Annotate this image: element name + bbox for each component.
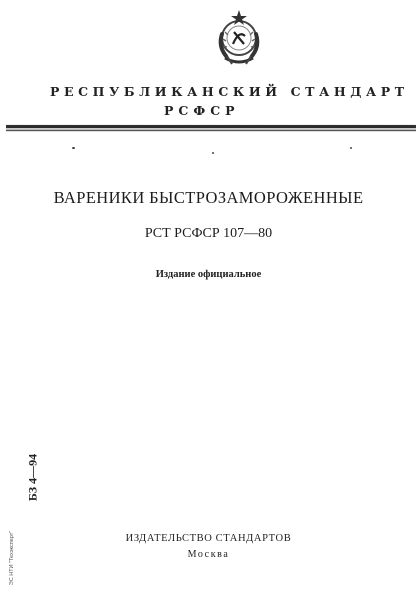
rsfsr-coat-of-arms-icon — [213, 6, 265, 72]
standard-code: РСТ РСФСР 107—80 — [144, 226, 273, 241]
print-speck — [212, 152, 214, 154]
print-speck — [72, 147, 75, 149]
republic-standard-label: РЕСПУБЛИКАНСКИЙ СТАНДАРТ — [50, 84, 409, 99]
print-speck — [350, 147, 352, 149]
document-title: ВАРЕНИКИ БЫСТРОЗАМОРОЖЕННЫЕ — [53, 188, 364, 207]
republic-name-label: РСФСР — [164, 103, 240, 118]
edition-label: Издание официальное — [155, 269, 262, 280]
publisher-city: Москва — [187, 549, 230, 560]
source-watermark: ЭС НТИ "Техэксперт" — [9, 530, 15, 586]
publisher-name: ИЗДАТЕЛЬСТВО СТАНДАРТОВ — [125, 533, 292, 544]
catalog-code: БЗ 4—94 — [25, 453, 40, 502]
decorative-rule — [6, 124, 416, 134]
